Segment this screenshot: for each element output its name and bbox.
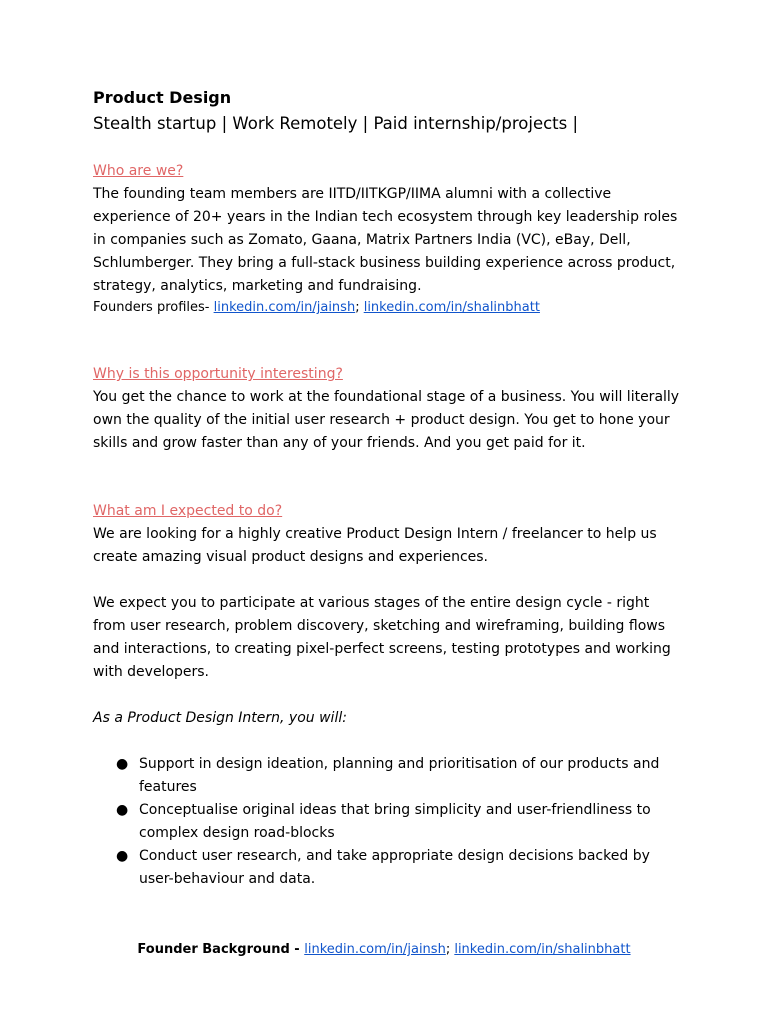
list-item-text: Conduct user research, and take appropriate design decisions backed by user-behaviour and data. xyxy=(139,848,650,887)
spacer xyxy=(93,569,683,592)
spacer xyxy=(93,318,683,363)
section-body-why: You get the chance to work at the foundational stage of a business. You will literally own the quality of the initial user research + product design. You get to hone your skills and grow faster than any of your friends. And you get paid for it. xyxy=(93,389,680,451)
page-footer xyxy=(0,940,768,960)
section-body-who: The founding team members are IITD/IITKGP/IIMA alumni with a collective experience of 20+ years in the Indian tech ecosystem through key leadership roles in companies such as Zomato, Gaana, Matrix Partners India (VC), eBay, Dell, Schlumberger. They bring a full-stack business building experience across product, strategy, analytics, marketing and fundraising. xyxy=(93,186,678,294)
section-heading-who: Who are we? xyxy=(93,163,184,179)
founders-label: Founders profiles- xyxy=(93,300,214,315)
founder-link-shalinbhatt[interactable]: linkedin.com/in/shalinbhatt xyxy=(363,300,540,315)
list-item-text: Conceptualise original ideas that bring simplicity and user-friendliness to complex design road-blocks xyxy=(139,802,651,841)
spacer xyxy=(93,684,683,707)
bullet-icon: ● xyxy=(116,848,129,864)
footer-link-jainsh[interactable]: linkedin.com/in/jainsh xyxy=(304,942,446,957)
page-title: Product Design xyxy=(93,88,232,107)
section-body-what-1: We are looking for a highly creative Product Design Intern / freelancer to help us create amazing visual product designs and experiences. xyxy=(93,526,657,565)
list-item-text: Support in design ideation, planning and prioritisation of our products and features xyxy=(139,756,660,795)
bullet-icon: ● xyxy=(116,802,129,818)
section-heading-what: What am I expected to do? xyxy=(93,503,283,519)
list-item xyxy=(116,799,683,845)
link-separator: ; xyxy=(445,942,455,957)
section-heading-why: Why is this opportunity interesting? xyxy=(93,366,343,382)
footer-link-shalinbhatt[interactable]: linkedin.com/in/shalinbhatt xyxy=(454,942,631,957)
list-item xyxy=(116,845,683,891)
bullet-icon: ● xyxy=(116,756,129,772)
founders-profiles xyxy=(93,298,683,318)
spacer xyxy=(93,730,683,753)
document-body xyxy=(93,86,683,891)
list-item xyxy=(116,753,683,799)
footer-label: Founder Background - xyxy=(137,942,305,957)
responsibilities-list xyxy=(93,753,683,891)
intern-intro: As a Product Design Intern, you will: xyxy=(93,710,347,726)
page-subtitle: Stealth startup | Work Remotely | Paid internship/projects | xyxy=(93,114,579,133)
spacer xyxy=(93,455,683,500)
section-body-what-2: We expect you to participate at various stages of the entire design cycle - right from user research, problem discovery, sketching and wireframing, building flows and interactions, to creating pixel-perfect screens, testing prototypes and working with developers. xyxy=(93,595,671,680)
link-separator: ; xyxy=(355,300,364,315)
founder-link-jainsh[interactable]: linkedin.com/in/jainsh xyxy=(213,300,356,315)
